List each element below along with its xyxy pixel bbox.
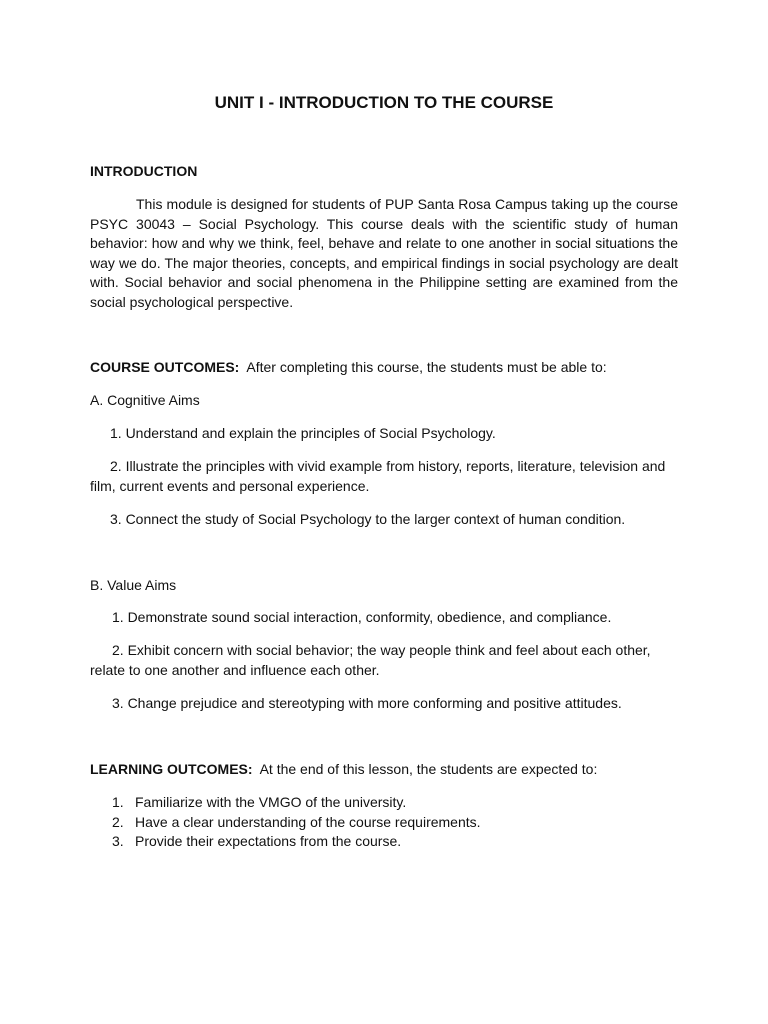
cognitive-aim-item: 3. Connect the study of Social Psychology to the larger context of human condition. [110, 511, 626, 527]
value-aim-item: 3. Change prejudice and stereotyping with more conforming and positive attitudes. [112, 695, 622, 711]
cognitive-aim-item: 2. Illustrate the principles with vivid example from history, reports, literature, television and film, current events and personal experience. [90, 458, 666, 494]
list-item-text: Provide their expectations from the course. [135, 833, 402, 850]
value-aim-item: 2. Exhibit concern with social behavior; the way people think and feel about each other, relate to one another and influence each other. [90, 642, 651, 678]
introduction-paragraph [90, 195, 678, 313]
learning-outcomes-label: LEARNING OUTCOMES: [90, 761, 253, 777]
value-aim-item: 1. Demonstrate sound social interaction, conformity, obedience, and compliance. [112, 609, 612, 625]
learning-outcomes-line [90, 760, 678, 780]
list-item [90, 832, 678, 852]
learning-outcomes-list [90, 793, 678, 852]
learning-outcomes-list-wrap [90, 793, 678, 852]
course-outcomes-line [90, 358, 678, 378]
list-item-text: Familiarize with the VMGO of the university. [135, 794, 407, 810]
cognitive-aim-item: 1. Understand and explain the principles of Social Psychology. [110, 425, 496, 441]
list-item-number: 3. [112, 833, 124, 850]
page-title: UNIT I - INTRODUCTION TO THE COURSE [214, 93, 554, 112]
list-item [90, 813, 678, 833]
value-aims-heading: B. Value Aims [90, 577, 177, 593]
list-item [90, 793, 678, 813]
list-item-number: 2. [112, 813, 124, 830]
learning-outcomes-text: At the end of this lesson, the students are expected to: [259, 761, 598, 777]
introduction-heading: INTRODUCTION [90, 163, 198, 179]
cognitive-aims-heading: A. Cognitive Aims [90, 392, 200, 408]
list-item-text: Have a clear understanding of the course requirements. [135, 813, 481, 830]
course-outcomes-text: After completing this course, the students must be able to: [246, 359, 607, 375]
course-outcomes-label: COURSE OUTCOMES: [90, 359, 240, 375]
introduction-text: This module is designed for students of PUP Santa Rosa Campus taking up the course PSYC 30043 – Social Psychology. This course deals with the scientific study of human behavior: how and why we think, feel, behave and relate to one another in social situations the way we do. The major theories, concepts, and empirical findings in social psychology are dealt with. Social behavior and social phenomena in the Philippine setting are examined from the social psychological perspective. [90, 196, 678, 310]
list-item-number: 1. [112, 794, 124, 810]
